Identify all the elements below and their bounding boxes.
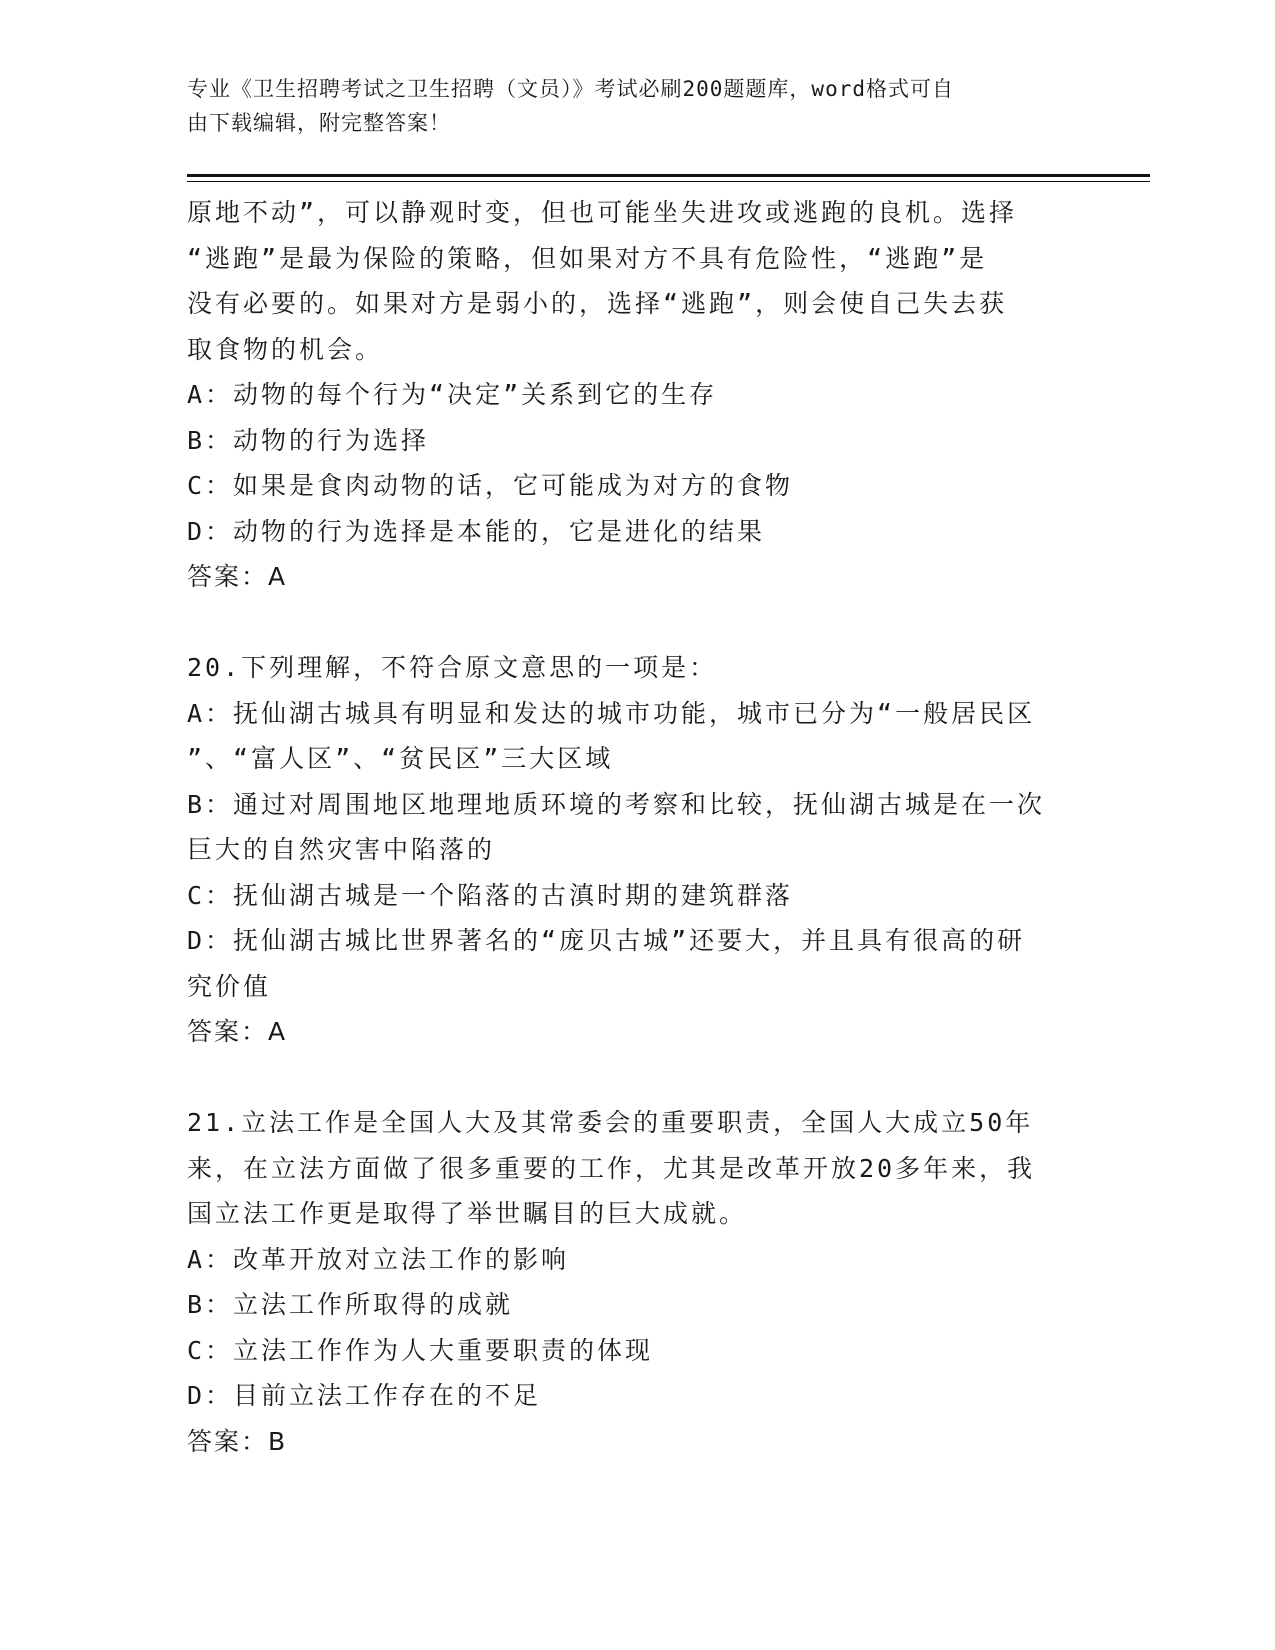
option-b: B：立法工作所取得的成就 xyxy=(187,1290,514,1319)
option-c: C：抚仙湖古城是一个陷落的古滇时期的建筑群落 xyxy=(187,880,794,910)
answer-line: 答案：A xyxy=(187,562,288,591)
question-text-line: 取食物的机会。 xyxy=(187,334,384,364)
option-a: A：改革开放对立法工作的影响 xyxy=(187,1244,570,1274)
option-b: B：动物的行为选择 xyxy=(187,425,430,455)
question-text-line: 没有必要的。如果对方是弱小的，选择“逃跑”，则会使自己失去获 xyxy=(187,289,1008,318)
answer-line: 答案：B xyxy=(187,1426,288,1456)
question-20-text: 20.下列理解，不符合原文意思的一项是： xyxy=(187,653,718,682)
header-divider-thick xyxy=(187,174,1150,177)
option-d: D：目前立法工作存在的不足 xyxy=(187,1381,542,1410)
option-d: D：抚仙湖古城比世界著名的“庞贝古城”还要大，并且具有很高的研 xyxy=(187,926,1026,955)
header-line-2: 由下载编辑，附完整答案！ xyxy=(187,111,451,135)
question-continuation xyxy=(187,190,1087,600)
option-a-continued: ”、“富人区”、“贫民区”三大区域 xyxy=(187,744,614,773)
question-21-text: 来，在立法方面做了很多重要的工作，尤其是改革开放20多年来，我 xyxy=(187,1153,1036,1183)
question-21 xyxy=(187,1100,1087,1464)
question-text-line: 原地不动”，可以静观时变，但也可能坐失进攻或逃跑的良机。选择 xyxy=(187,198,1018,227)
option-d: D：动物的行为选择是本能的，它是进化的结果 xyxy=(187,516,766,546)
document-header xyxy=(187,72,1067,140)
question-text-line: “逃跑”是最为保险的策略，但如果对方不具有危险性，“逃跑”是 xyxy=(187,243,988,273)
question-spacer xyxy=(187,1055,1087,1101)
question-spacer xyxy=(187,600,1087,646)
question-20 xyxy=(187,645,1087,1055)
option-d-continued: 究价值 xyxy=(187,971,272,1001)
answer-line: 答案：A xyxy=(187,1017,288,1046)
header-line-1: 专业《卫生招聘考试之卫生招聘（文员）》考试必刷200题题库，word格式可自 xyxy=(187,77,954,101)
question-content xyxy=(187,190,1087,1464)
header-divider-thin xyxy=(187,181,1150,182)
option-c: C：如果是食肉动物的话，它可能成为对方的食物 xyxy=(187,471,794,500)
option-c: C：立法工作作为人大重要职责的体现 xyxy=(187,1335,654,1365)
question-21-text: 国立法工作更是取得了举世瞩目的巨大成就。 xyxy=(187,1199,748,1228)
option-b: B：通过对周围地区地理地质环境的考察和比较，抚仙湖古城是在一次 xyxy=(187,789,1046,819)
question-21-text: 21.立法工作是全国人大及其常委会的重要职责，全国人大成立50年 xyxy=(187,1108,1034,1137)
option-b-continued: 巨大的自然灾害中陷落的 xyxy=(187,835,496,864)
option-a: A：动物的每个行为“决定”关系到它的生存 xyxy=(187,380,718,409)
option-a: A：抚仙湖古城具有明显和发达的城市功能，城市已分为“一般居民区 xyxy=(187,698,1036,728)
